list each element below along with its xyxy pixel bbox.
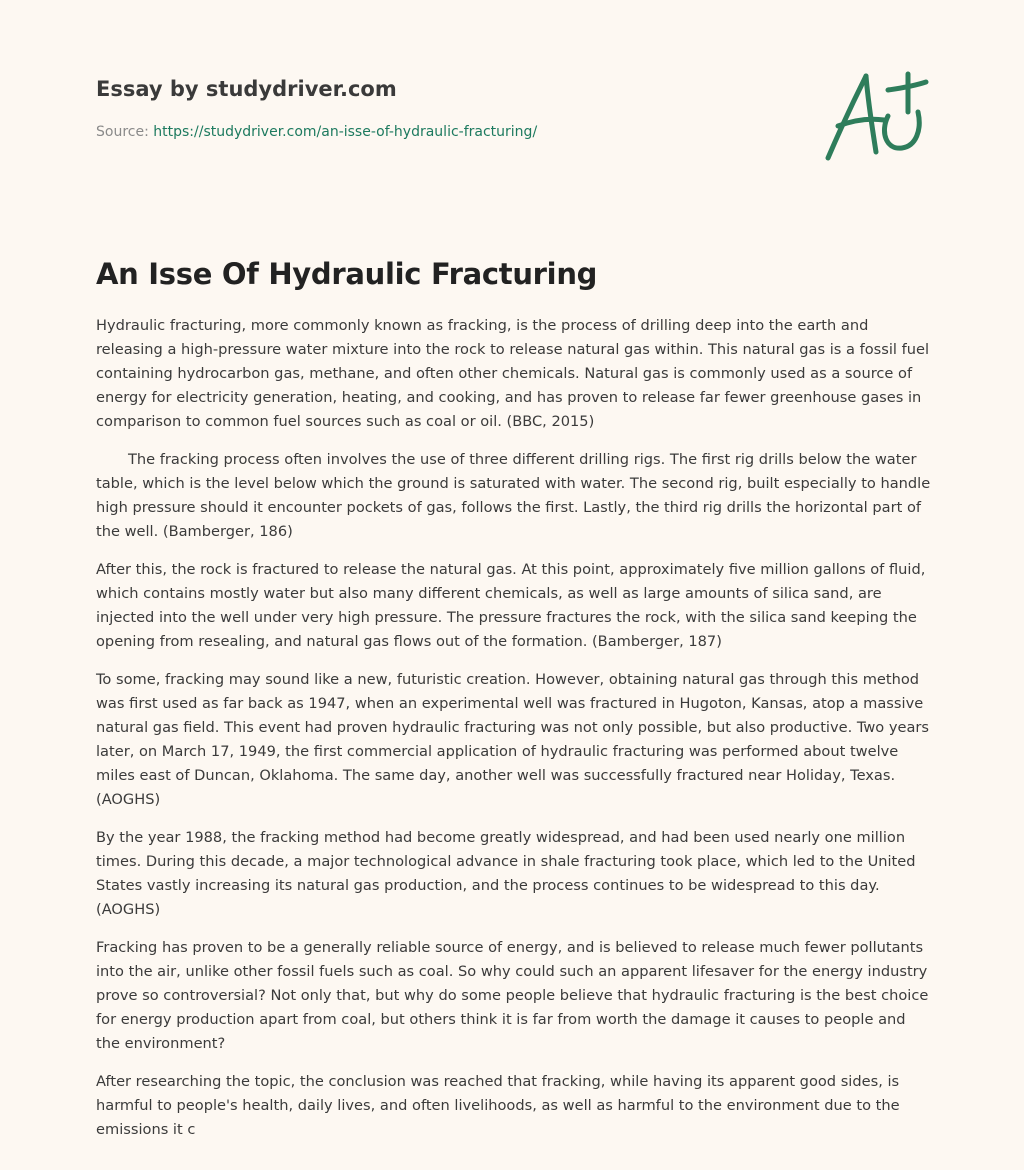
essay-paragraph: The fracking process often involves the use of three different drilling rigs. The first rig drills below the water table, which is the level below which the ground is saturated with water. The second rig, built especially to handle high pressure should it encounter pockets of gas, follows the first. Lastly, the third rig drills the horizontal part of the well. (Bamberger, 186) bbox=[96, 451, 931, 540]
source-link[interactable]: https://studydriver.com/an-isse-of-hydraulic-fracturing/ bbox=[153, 124, 538, 140]
a-plus-grade-logo-icon bbox=[818, 68, 930, 168]
essay-header bbox=[96, 74, 928, 142]
essay-paragraph: By the year 1988, the fracking method had become greatly widespread, and had been used nearly one million times. During this decade, a major technological advance in shale fracturing took place, which led to the United States vastly increasing its natural gas production, and the process continues to be widespread to this day. (AOGHS) bbox=[96, 829, 916, 918]
essay-body bbox=[96, 314, 932, 1156]
essay-title: An Isse Of Hydraulic Fracturing bbox=[96, 257, 598, 291]
essay-paragraph: To some, fracking may sound like a new, futuristic creation. However, obtaining natural gas through this method was first used as far back as 1947, when an experimental well was fractured in Hugoton, Kansas, atop a massive natural gas field. This event had proven hydraulic fracturing was not only possible, but also productive. Two years later, on March 17, 1949, the first commercial application of hydraulic fracturing was performed about twelve miles east of Duncan, Oklahoma. The same day, another well was successfully fractured near Holiday, Texas. (AOGHS) bbox=[96, 671, 930, 808]
essay-paragraph: Fracking has proven to be a generally reliable source of energy, and is believed to release much fewer pollutants into the air, unlike other fossil fuels such as coal. So why could such an apparent lifesaver for the energy industry prove so controversial? Not only that, but why do some people believe that hydraulic fracturing is the best choice for energy production apart from coal, but others think it is far from worth the damage it causes to people and the environment? bbox=[96, 939, 929, 1052]
essay-paragraph: Hydraulic fracturing, more commonly known as fracking, is the process of drilling deep into the earth and releasing a high-pressure water mixture into the rock to release natural gas within. This natural gas is a fossil fuel containing hydrocarbon gas, methane, and often other chemicals. Natural gas is commonly used as a source of energy for electricity generation, heating, and cooking, and has proven to release far fewer greenhouse gases in comparison to common fuel sources such as coal or oil. (BBC, 2015) bbox=[96, 317, 930, 430]
essay-paragraph: After researching the topic, the conclusion was reached that fracking, while having its apparent good sides, is harmful to people's health, daily lives, and often livelihoods, as well as harmful to the environment due to the emissions it c bbox=[96, 1073, 900, 1138]
source-line bbox=[96, 122, 928, 142]
site-brand: Essay by studydriver.com bbox=[96, 77, 397, 101]
essay-paragraph: After this, the rock is fractured to release the natural gas. At this point, approximately five million gallons of fluid, which contains mostly water but also many different chemicals, as well as large amounts of silica sand, are injected into the well under very high pressure. The pressure fractures the rock, with the silica sand keeping the opening from resealing, and natural gas flows out of the formation. (Bamberger, 187) bbox=[96, 561, 926, 650]
source-label: Source: bbox=[96, 124, 149, 140]
